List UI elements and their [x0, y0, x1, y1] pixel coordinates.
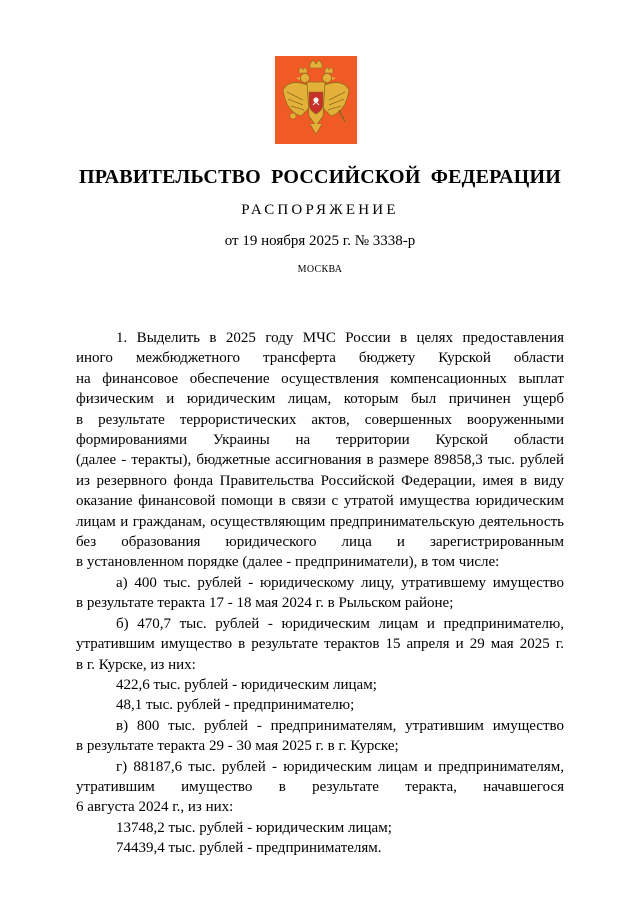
body-line: в результате террористических актов, совершенных вооруженными: [76, 411, 564, 428]
body-line: из резервного фонда Правительства Российской Федерации, имея в виду: [76, 472, 564, 489]
government-title: ПРАВИТЕЛЬСТВО РОССИЙСКОЙ ФЕДЕРАЦИИ: [79, 166, 561, 188]
body-line: оказание финансовой помощи в связи с утратой имущества юридическим: [76, 493, 564, 510]
body-line: б) 470,7 тыс. рублей - юридическим лицам и предпринимателю,: [116, 615, 564, 632]
body-line: в установленном порядке (далее - предприниматели), в том числе:: [76, 554, 500, 571]
body-line: утратившим имущество в результате теракта, начавшегося: [76, 778, 564, 795]
body-line: утратившим имущество в результате терактов 15 апреля и 29 мая 2025 г.: [76, 636, 564, 653]
document-type: РАСПОРЯЖЕНИЕ: [241, 202, 399, 218]
body-line: лицам и гражданам, осуществляющим предпринимательскую деятельность: [76, 513, 564, 530]
body-line: а) 400 тыс. рублей - юридическому лицу, утратившему имущество: [116, 574, 564, 591]
body-line: в) 800 тыс. рублей - предпринимателям, утратившим имущество: [116, 717, 564, 734]
body-line: формированиями Украины на территории Курской области: [76, 432, 564, 449]
body-line: 48,1 тыс. рублей - предпринимателю;: [116, 697, 355, 714]
document-city: МОСКВА: [297, 264, 343, 275]
body-line: 1. Выделить в 2025 году МЧС России в целях предоставления: [116, 330, 564, 346]
body-line: в результате теракта 29 - 30 мая 2025 г. в г. Курске;: [76, 738, 399, 755]
body-line: (далее - теракты), бюджетные ассигнования в размере 89858,3 тыс. рублей: [76, 452, 564, 469]
document-body: [76, 328, 564, 859]
body-line: на финансовое обеспечение осуществления компенсационных выплат: [76, 370, 564, 387]
body-line: г) 88187,6 тыс. рублей - юридическим лицам и предпринимателям,: [116, 758, 564, 775]
coat-of-arms-russia-icon: [275, 56, 357, 144]
body-line: 6 августа 2024 г., из них:: [76, 799, 234, 816]
body-line: 13748,2 тыс. рублей - юридическим лицам;: [116, 819, 392, 836]
body-line: в результате теракта 17 - 18 мая 2024 г. в Рыльском районе;: [76, 595, 454, 612]
body-line: без образования юридического лица и зарегистрированным: [76, 534, 564, 551]
body-line: в г. Курске, из них:: [76, 656, 196, 673]
body-line: иного межбюджетного трансферта бюджету Курской области: [76, 350, 564, 367]
document-date-number: от 19 ноября 2025 г. № 3338-р: [224, 233, 416, 249]
body-line: 422,6 тыс. рублей - юридическим лицам;: [116, 676, 377, 693]
body-line: физическим и юридическим лицам, которым был причинен ущерб: [76, 391, 564, 408]
body-line: 74439,4 тыс. рублей - предпринимателям.: [116, 840, 382, 857]
